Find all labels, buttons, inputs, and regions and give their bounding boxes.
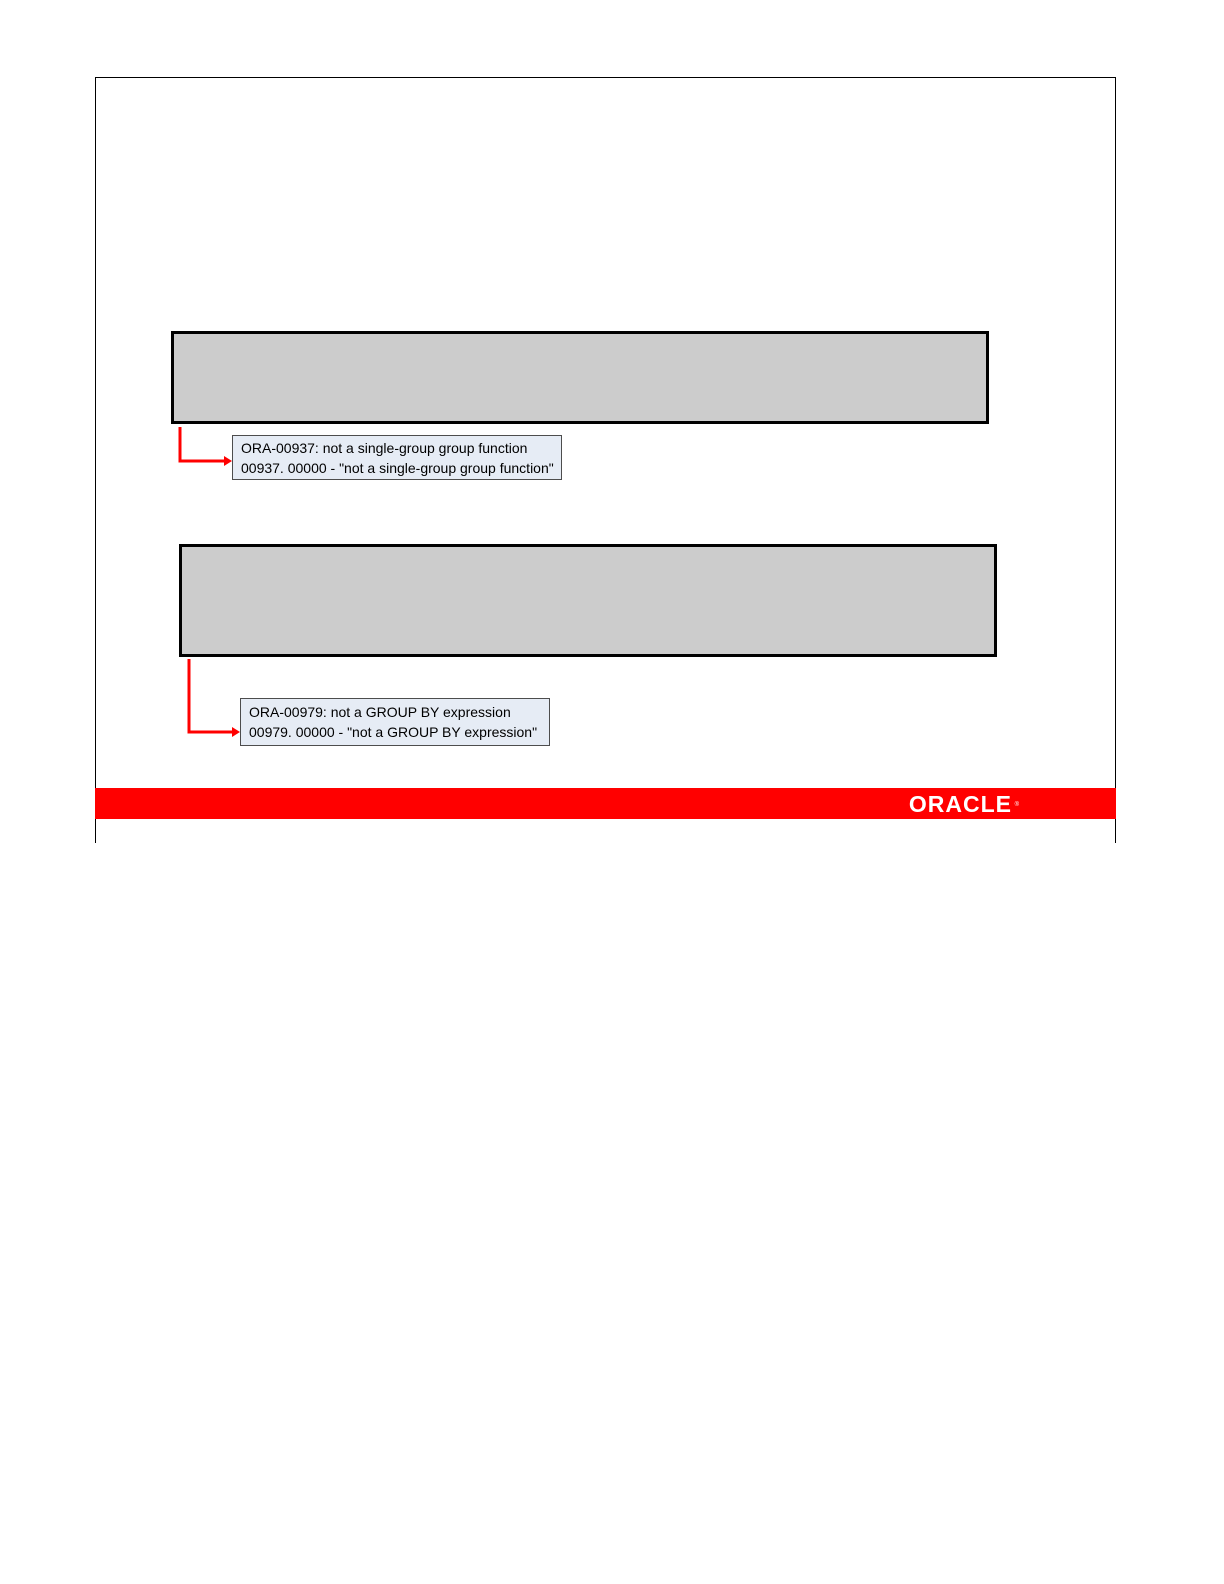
error-code-line: ORA-00979: not a GROUP BY expression: [249, 704, 511, 720]
oracle-logo: [908, 791, 1019, 817]
oracle-logo-text: ORACLE: [908, 791, 1012, 817]
error-message-box: [232, 435, 562, 480]
error-message-box: [240, 698, 550, 746]
code-box-single-group: [171, 331, 989, 424]
footer-bar: [95, 788, 1116, 819]
registered-mark: ®: [1014, 802, 1019, 808]
error-code-line: ORA-00937: not a single-group group function: [241, 440, 528, 456]
error-detail-line: 00979. 00000 - "not a GROUP BY expression": [249, 724, 538, 740]
error-detail-line: 00937. 00000 - "not a single-group group function": [241, 460, 554, 476]
code-box-group-by: [179, 544, 997, 657]
